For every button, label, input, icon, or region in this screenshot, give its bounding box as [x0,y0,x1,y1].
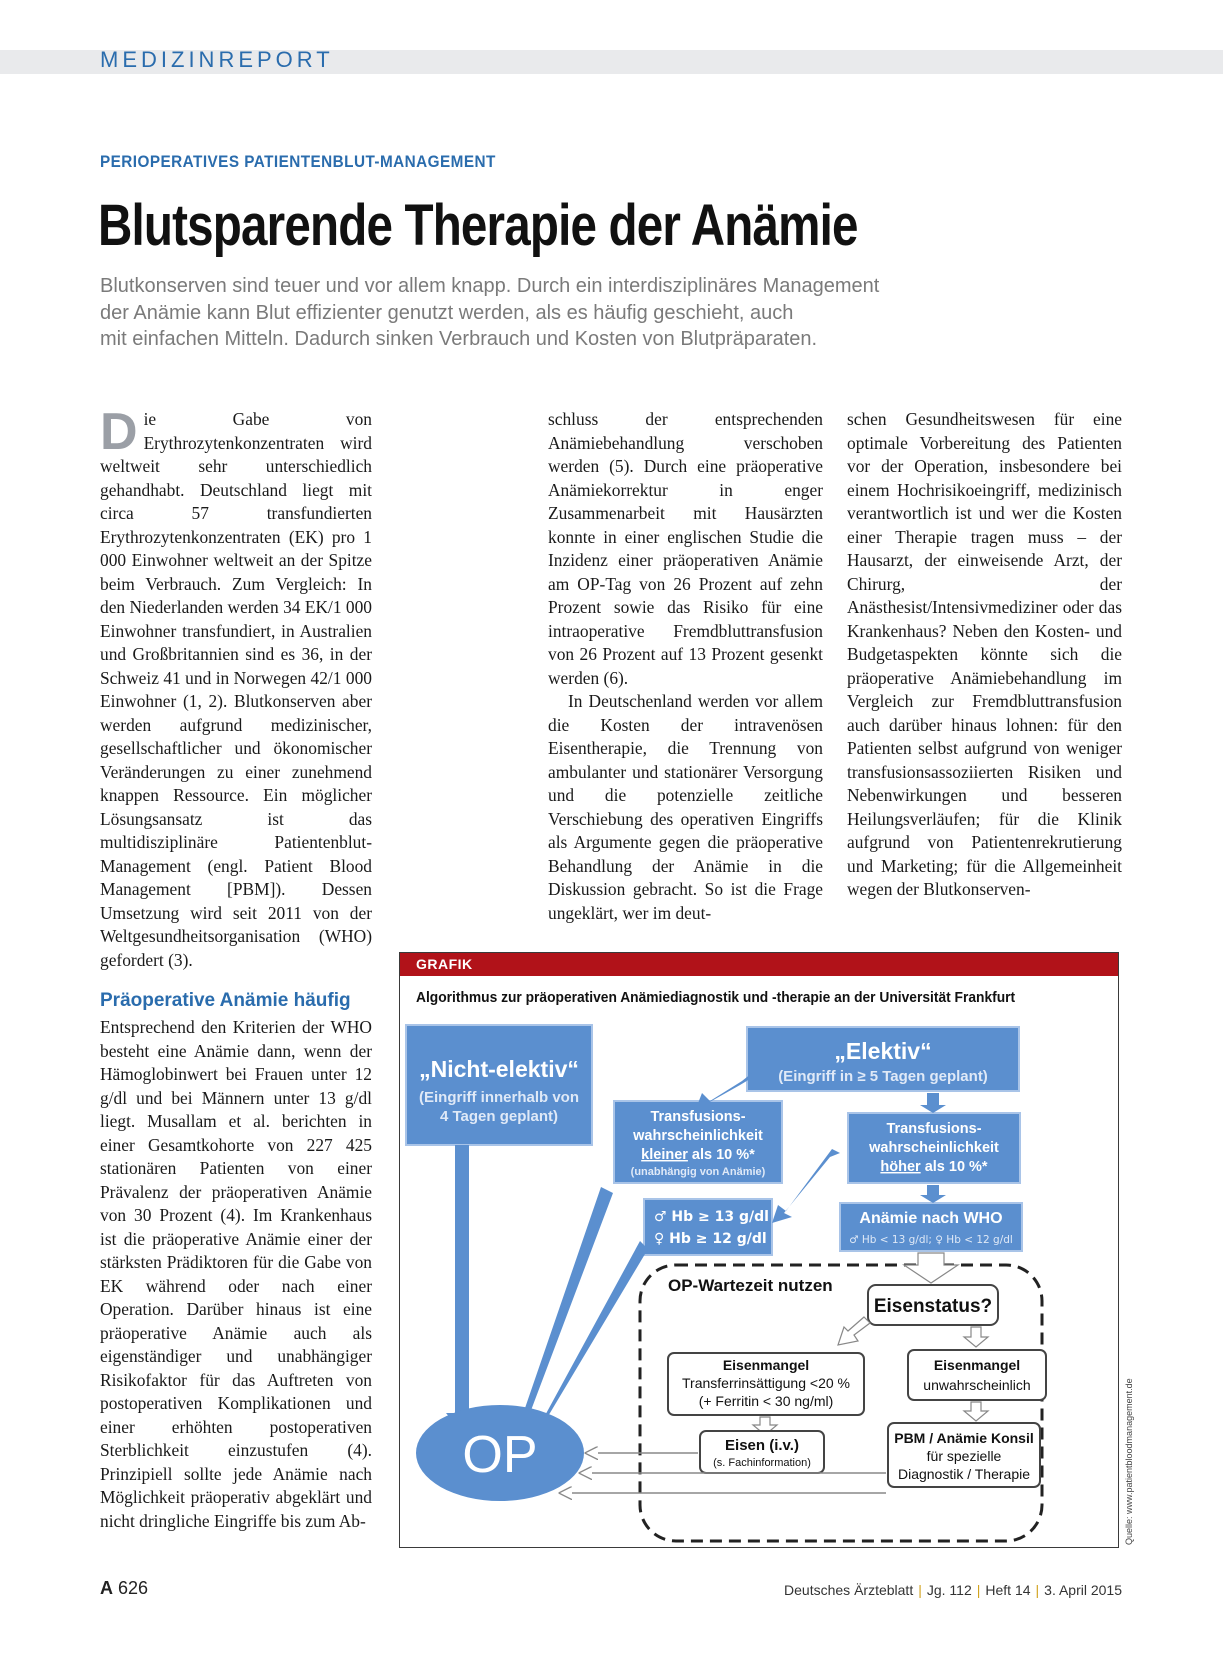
arrow-hb-op [530,1241,648,1443]
journal-volume: Jg. 112 [926,1582,972,1598]
separator: | [976,1582,981,1598]
paragraph: schen Gesundheitswesen für eine optimale Vorbereitung des Patienten vor der Operation, insbesondere bei einem Hochrisikoeingriff, medizinisch verantwortlich ist und wer die Kosten einer Therapie tragen muss – der Hausarzt, der einweisende Arzt, der Chirurg, der Anästhesist/Intensivmediziner oder das Krankenhaus? Neben den Kosten- und Budgetaspekten könnte sich die präoperative Anämiebehandlung im Vergleich zur Fremdbluttransfusion auch darüber hinaus lohnen: für den Patienten selbst aufgrund von weniger transfusionsassoziierten Risiken und Nebenwirkungen und besseren Heilungsverläufen; für die Klinik aufgrund von Patientenrekrutierung und Marketing; für die Allgemeinheit wegen der Blutkonserven- [847,409,1122,899]
drop-cap: D [100,403,138,461]
pbm-konsil-sub: Diagnostik / Therapie [897,1466,1031,1482]
elektiv-title: „Elektiv“ [834,1038,932,1064]
unwahrscheinlich-sub: unwahrscheinlich [923,1377,1031,1393]
separator: | [918,1582,922,1598]
article-lead [100,273,1020,353]
journal-footer [784,1582,1122,1598]
transfusion-high-text: wahrscheinlichkeit [869,1140,999,1156]
nicht-elektiv-title: „Nicht-elektiv“ [419,1056,579,1082]
op-label: OP [462,1426,538,1484]
section-label: MEDIZINREPORT [100,47,334,72]
arrow-elektiv-down [920,1093,946,1113]
threshold-text: als 10 %* [920,1159,988,1175]
eisenmangel-criterion: Transferrinsättigung <20 % [682,1375,850,1391]
section-subhead: Präoperative Anämie häufig [100,990,351,1011]
body-column-3 [847,408,1122,902]
transfusion-high-threshold [880,1159,988,1175]
hb-normal-male: ♂ Hb ≥ 13 g/dl [654,1209,769,1225]
figure-title: Algorithmus zur präoperativen Anämiediagnostik und -therapie an der Universität Frankfurt [416,989,1016,1006]
journal-date: 3. April 2015 [1044,1582,1122,1598]
op-wartezeit-label: OP-Wartezeit nutzen [668,1276,833,1295]
eisen-iv-note: (s. Fachinformation) [713,1457,811,1469]
arrow-to-unwahr [964,1327,988,1347]
lead-line: mit einfachen Mitteln. Dadurch sinken Verbrauch und Kosten von Blutpräparaten. [100,328,818,350]
unwahrscheinlich-title: Eisenmangel [933,1357,1021,1373]
lead-line: Blutkonserven sind teuer und vor allem knapp. Durch ein interdisziplinäres Management [100,275,880,297]
nicht-elektiv-sub: (Eingriff innerhalb von [419,1089,579,1106]
flowchart-diagram [400,953,1120,1549]
figure-label: GRAFIK [416,956,473,972]
article-kicker: PERIOPERATIVES PATIENTENBLUT-MANAGEMENT [100,152,496,171]
elektiv-sub: (Eingriff in ≥ 5 Tagen geplant) [778,1068,988,1085]
nicht-elektiv-sub: 4 Tagen geplant) [439,1108,559,1125]
figure-box [399,952,1119,1548]
nicht-elektiv-box [406,1025,592,1145]
transfusion-low-text: Transfusions- [650,1109,746,1125]
transfusion-low-note: (unabhängig von Anämie) [630,1166,766,1178]
eisen-iv-title: Eisen (i.v.) [725,1437,799,1454]
body-column-1 [100,403,372,972]
journal-name: Deutsches Ärzteblatt [784,1582,914,1598]
underlined-word: höher [880,1159,921,1175]
body-column-2 [548,408,823,925]
paragraph: In Deutschenland werden vor allem die Kosten der intravenösen Eisentherapie, die Trennung von ambulanter und stationärer Versorgung und die potenzielle zeitliche Verschiebung des operativen Eingriffs als Argumente gegen die präoperative Behandlung der Anämie in die Diskussion gebracht. So ist die Frage ungeklärt, wer im deut- [548,691,823,923]
pbm-konsil-sub: für spezielle [926,1448,1002,1464]
page-prefix: A [100,1578,113,1598]
paragraph: Entsprechend den Kriterien der WHO besteht eine Anämie dann, wenn der Hämoglobinwert bei Frauen unter 12 g/dl und bei Männern unter 13 g/dl liegt. Musallam et al. berichten in einer Gesamtkohorte von 227 425 stationären Patienten von einer Prävalenz der präoperativen Anämie von 30 Prozent (4). Im Krankenhaus ist die präoperative Anämie einer der stärksten Prädiktoren für die Gabe von EK während oder nach einer Operation. Darüber hinaus ist eine präoperative Anämie auch als eigenständiger und unabhängiger Risikofaktor für das Auftreten von postoperativen Komplikationen und einer erhöhten postoperativen Sterblichkeit einzustufen (4). Prinzipiell sollte jede Anämie nach Möglichkeit präoperativ abgeklärt und nicht dringliche Eingriffe bis zum Ab- [100,1017,372,1531]
eisenmangel-title: Eisenmangel [722,1357,810,1373]
pbm-konsil-title: PBM / Anämie Konsil [894,1430,1034,1446]
arrow-to-mangel [838,1317,870,1345]
paragraph: ie Gabe von Erythrozytenkonzentraten wird weltweit sehr unterschiedlich gehandhabt. Deutschland liegt mit circa 57 transfundierten Erythrozytenkonzentraten (EK) pro 1 000 Einwohner weltweit an der Spitze beim Verbrauch. Zum Vergleich: In den Niederlanden werden 34 EK/1 000 Einwohner transfundiert, in Australien und Großbritannien sind es 36, in der Schweiz 41 und in Norwegen 42/1 000 Einwohner (1, 2). Blutkonserven aber werden aufgrund medizinischer, gesellschaftlicher und ökonomischer Veränderungen zu einer zunehmend knappen Ressource. Ein möglicher Lösungsansatz ist das multidisziplinäre Patientenblut-Management (engl. Patient Blood Management [PBM]). Dessen Umsetzung wird seit 2011 von der Weltgesundheitsorganisation (WHO) gefordert (3). [100,409,372,970]
arrow-high-down [920,1185,946,1203]
page-number [100,1578,148,1599]
threshold-text: als 10 %* [687,1147,755,1163]
arrow-nicht-op [446,1145,478,1433]
transfusion-low-text: wahrscheinlichkeit [633,1128,763,1144]
journal-issue: Heft 14 [985,1582,1031,1598]
separator: | [1035,1582,1040,1598]
eisenmangel-criterion: (+ Ferritin < 30 ng/ml) [698,1393,834,1409]
lead-line: der Anämie kann Blut effizienter genutzt werden, als es häufig geschieht, auch [100,301,794,324]
figure-source: Quelle: www.patientbloodmanagement.de [1124,1378,1134,1545]
who-anemia-sub: ♂ Hb < 13 g/dl; ♀ Hb < 12 g/dl [849,1234,1013,1246]
arrow-unwahr-to-pbm [964,1402,988,1421]
arrow-who-down [904,1253,958,1283]
transfusion-high-text: Transfusions- [886,1121,982,1137]
arrow-low-op [516,1187,613,1435]
transfusion-low-threshold [641,1147,755,1163]
hb-normal-female: ♀ Hb ≥ 12 g/dl [654,1231,767,1247]
eisenstatus-label: Eisenstatus? [873,1296,993,1317]
who-anemia-title: Anämie nach WHO [859,1210,1003,1227]
underlined-word: kleiner [641,1147,688,1163]
paragraph: schluss der entsprechenden Anämiebehandlung verschoben werden (5). Durch eine präoperative Anämiekorrektur in enger Zusammenarbeit mit Hausärzten konnte in einer englischen Studie die Inzidenz einer präoperativen Anämie am OP-Tag von 26 Prozent auf zehn Prozent sowie das Risiko für eine intraoperative Fremdbluttransfusion von 26 Prozent auf 13 Prozent gesenkt werden (6). [548,409,823,688]
page-value: 626 [118,1578,149,1598]
article-headline: Blutsparende Therapie der Anämie [98,193,858,258]
